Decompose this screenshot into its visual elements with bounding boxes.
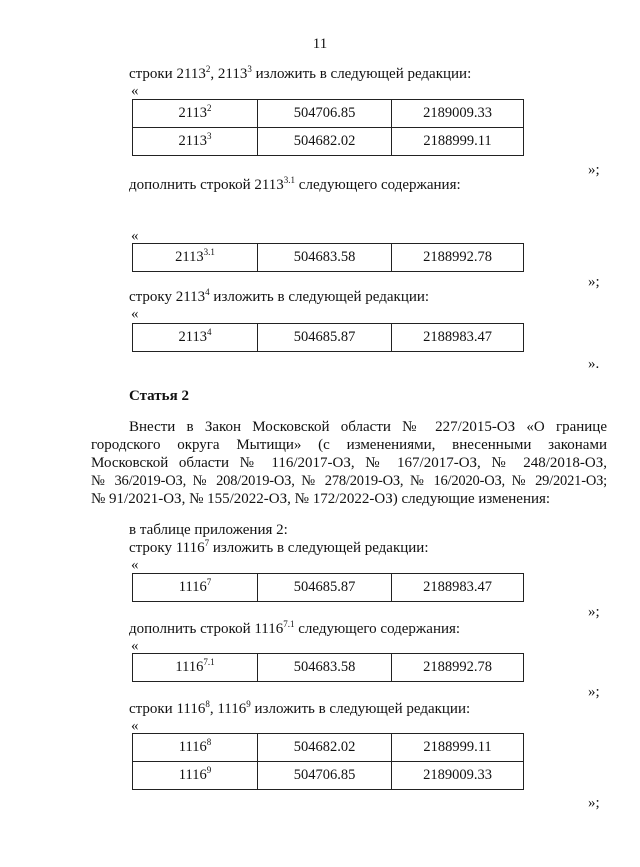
table-row xyxy=(133,244,524,272)
quote-open: « xyxy=(131,557,139,573)
quote-open: « xyxy=(131,83,139,99)
coord-x: 504706.85 xyxy=(258,100,392,128)
table-row xyxy=(133,128,524,156)
instruction-line: строки 1116$^8$, 1116$^9$ изложить в следующей редакции: xyxy=(129,699,471,717)
quote-open: « xyxy=(131,306,139,322)
coord-x: 504706.85 xyxy=(258,762,392,790)
coordinates-table xyxy=(132,243,524,272)
instruction-line: строки 2113$^2$, 2113$^3$ изложить в следующей редакции: xyxy=(129,64,472,82)
quote-close: »; xyxy=(588,604,600,620)
coord-y: 2189009.33 xyxy=(392,100,524,128)
quote-close: »; xyxy=(588,795,600,811)
coord-x: 504682.02 xyxy=(258,734,392,762)
article-text xyxy=(91,418,607,508)
table-row xyxy=(133,762,524,790)
article-line: городского округа Мытищи» (с изменениями, внесенными законами xyxy=(91,437,607,453)
coord-x: 504683.58 xyxy=(258,244,392,272)
coordinates-table xyxy=(132,323,524,352)
table-row xyxy=(133,654,524,682)
coord-x: 504683.58 xyxy=(258,654,392,682)
coord-x: 504685.87 xyxy=(258,574,392,602)
coord-y: 2188992.78 xyxy=(392,654,524,682)
article-line: № 91/2021-ОЗ, № 155/2022-ОЗ, № 172/2022-ОЗ) следующие изменения: xyxy=(91,491,551,507)
quote-close: »; xyxy=(588,162,600,178)
point-number: 2113$^2$ xyxy=(133,100,258,128)
article-line: Московской области № 116/2017-ОЗ, № 167/2017-ОЗ, № 248/2018-ОЗ, xyxy=(91,455,607,471)
article-line: № 36/2019-ОЗ, № 208/2019-ОЗ, № 278/2019-ОЗ, № 16/2020-ОЗ, № 29/2021-ОЗ; xyxy=(91,473,607,489)
point-number: 2113$^3$ xyxy=(133,128,258,156)
table-reference: в таблице приложения 2: xyxy=(129,522,288,538)
coord-y: 2188992.78 xyxy=(392,244,524,272)
article-heading: Статья 2 xyxy=(129,388,189,404)
coordinates-table xyxy=(132,733,524,790)
coord-y: 2188999.11 xyxy=(392,128,524,156)
coord-y: 2188983.47 xyxy=(392,324,524,352)
table-row xyxy=(133,324,524,352)
quote-open: « xyxy=(131,718,139,734)
coord-x: 504685.87 xyxy=(258,324,392,352)
page-number: 11 xyxy=(312,36,328,52)
point-number: $2113^{3.1}$ xyxy=(133,244,258,272)
quote-open: « xyxy=(131,638,139,654)
point-number: 2113$^4$ xyxy=(133,324,258,352)
coordinates-table xyxy=(132,653,524,682)
point-number: $1116^{7.1}$ xyxy=(133,654,258,682)
coord-y: 2189009.33 xyxy=(392,762,524,790)
coord-y: 2188999.11 xyxy=(392,734,524,762)
instruction-line: строку 2113$^4$ изложить в следующей редакции: xyxy=(129,287,430,305)
instruction-line: дополнить строкой $2113^{3.1}$ следующего содержания: xyxy=(129,175,461,193)
table-row xyxy=(133,574,524,602)
point-number: 1116$^9$ xyxy=(133,762,258,790)
quote-open: « xyxy=(131,228,139,244)
instruction-line: строку 1116$^7$ изложить в следующей редакции: xyxy=(129,538,429,556)
quote-close: »; xyxy=(588,274,600,290)
coord-x: 504682.02 xyxy=(258,128,392,156)
table-row xyxy=(133,100,524,128)
article-line: Внести в Закон Московской области № 227/2015-ОЗ «О границе xyxy=(129,419,607,435)
coord-y: 2188983.47 xyxy=(392,574,524,602)
coordinates-table xyxy=(132,99,524,156)
point-number: 1116$^7$ xyxy=(133,574,258,602)
quote-close: »; xyxy=(588,684,600,700)
point-number: 1116$^8$ xyxy=(133,734,258,762)
quote-close: ». xyxy=(588,356,600,372)
coordinates-table xyxy=(132,573,524,602)
table-row xyxy=(133,734,524,762)
instruction-line: дополнить строкой $1116^{7.1}$ следующего содержания: xyxy=(129,619,461,637)
